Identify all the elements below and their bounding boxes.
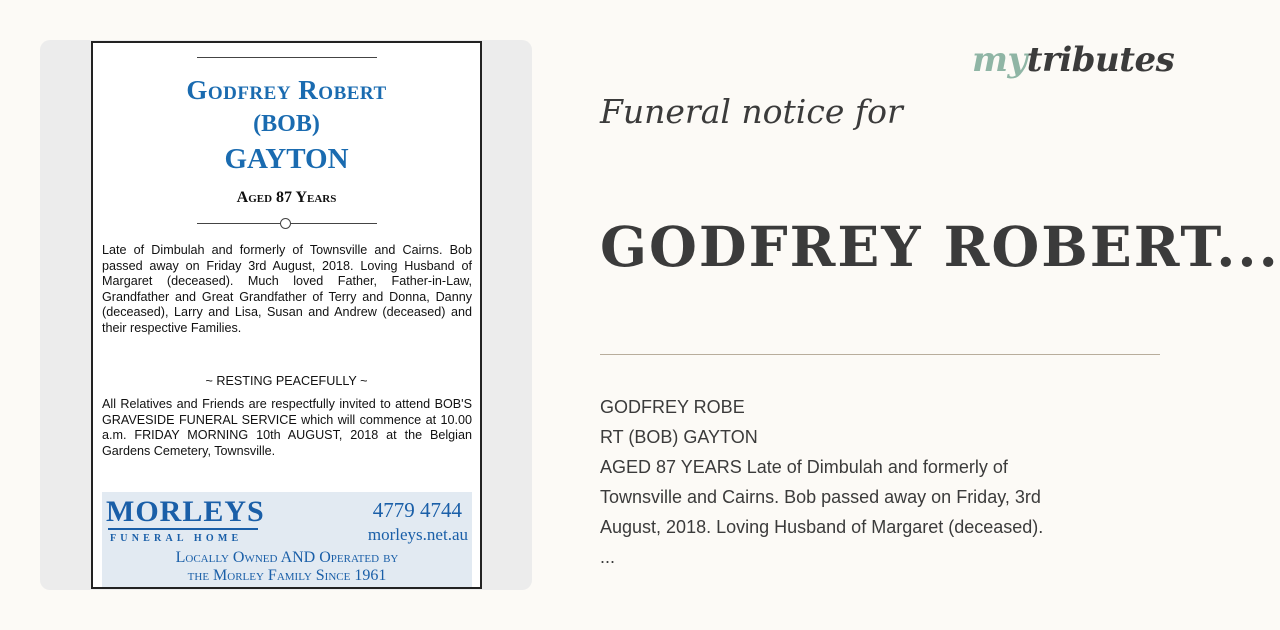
notice-name-line1: Godfrey Robert <box>186 75 387 105</box>
excerpt-ellipsis: ... <box>600 547 616 567</box>
notice-name-line2: (BOB) <box>253 111 320 137</box>
mytributes-logo[interactable] <box>972 40 1174 80</box>
ad-subtitle: FUNERAL HOME <box>110 533 243 544</box>
excerpt-line: AGED 87 YEARS Late of Dimbulah and formerly of <box>600 457 1008 477</box>
deceased-name: GODFREY ROBERT... <box>600 214 1280 279</box>
excerpt-line: August, 2018. Loving Husband of Margaret (deceased). <box>600 517 1044 537</box>
page-heading: Funeral notice for <box>600 92 903 131</box>
ornament-dot <box>280 218 291 229</box>
morleys-logo: MORLEYS <box>106 495 265 528</box>
logo-my: my <box>972 40 1027 80</box>
funeral-home-ad <box>102 492 472 587</box>
ad-tagline-1: Locally Owned AND Operated by <box>175 549 399 566</box>
ad-tagline-2: the Morley Family Since 1961 <box>187 567 387 584</box>
section-divider <box>600 354 1160 355</box>
funeral-notice-image <box>40 40 532 590</box>
notice-paragraph-2: All Relatives and Friends are respectfully invited to attend BOB'S GRAVESIDE FUNERAL SERVICE which will commence at 10.00 a.m. FRIDAY MORNING 10th AUGUST, 2018 at the Belgian Gardens Cemetery, Townsville. <box>102 397 472 458</box>
newspaper-notice <box>91 41 482 589</box>
excerpt-line: GODFREY ROBE <box>600 397 745 417</box>
notice-resting: ~ RESTING PEACEFULLY ~ <box>205 374 368 388</box>
ad-phone: 4779 4744 <box>372 498 462 522</box>
logo-tributes: tributes <box>1026 40 1175 80</box>
logo-swoosh <box>108 528 258 530</box>
excerpt-line: Townsville and Cairns. Bob passed away on Friday, 3rd <box>600 487 1041 507</box>
notice-excerpt <box>600 392 1160 572</box>
notice-paragraph-1: Late of Dimbulah and formerly of Townsville and Cairns. Bob passed away on Friday 3rd August, 2018. Loving Husband of Margaret (deceased). Much loved Father, Father-in-Law, Grandfather and Great Grandfather of Terry and Donna, Danny (deceased), Larry and Lisa, Susan and Andrew (deceased) and their respective Families. <box>102 243 472 335</box>
excerpt-line: RT (BOB) GAYTON <box>600 427 758 447</box>
top-rule <box>197 57 377 58</box>
ad-website: morleys.net.au <box>367 525 468 544</box>
notice-age: Aged 87 Years <box>236 189 337 206</box>
notice-name-line3: GAYTON <box>224 143 349 175</box>
